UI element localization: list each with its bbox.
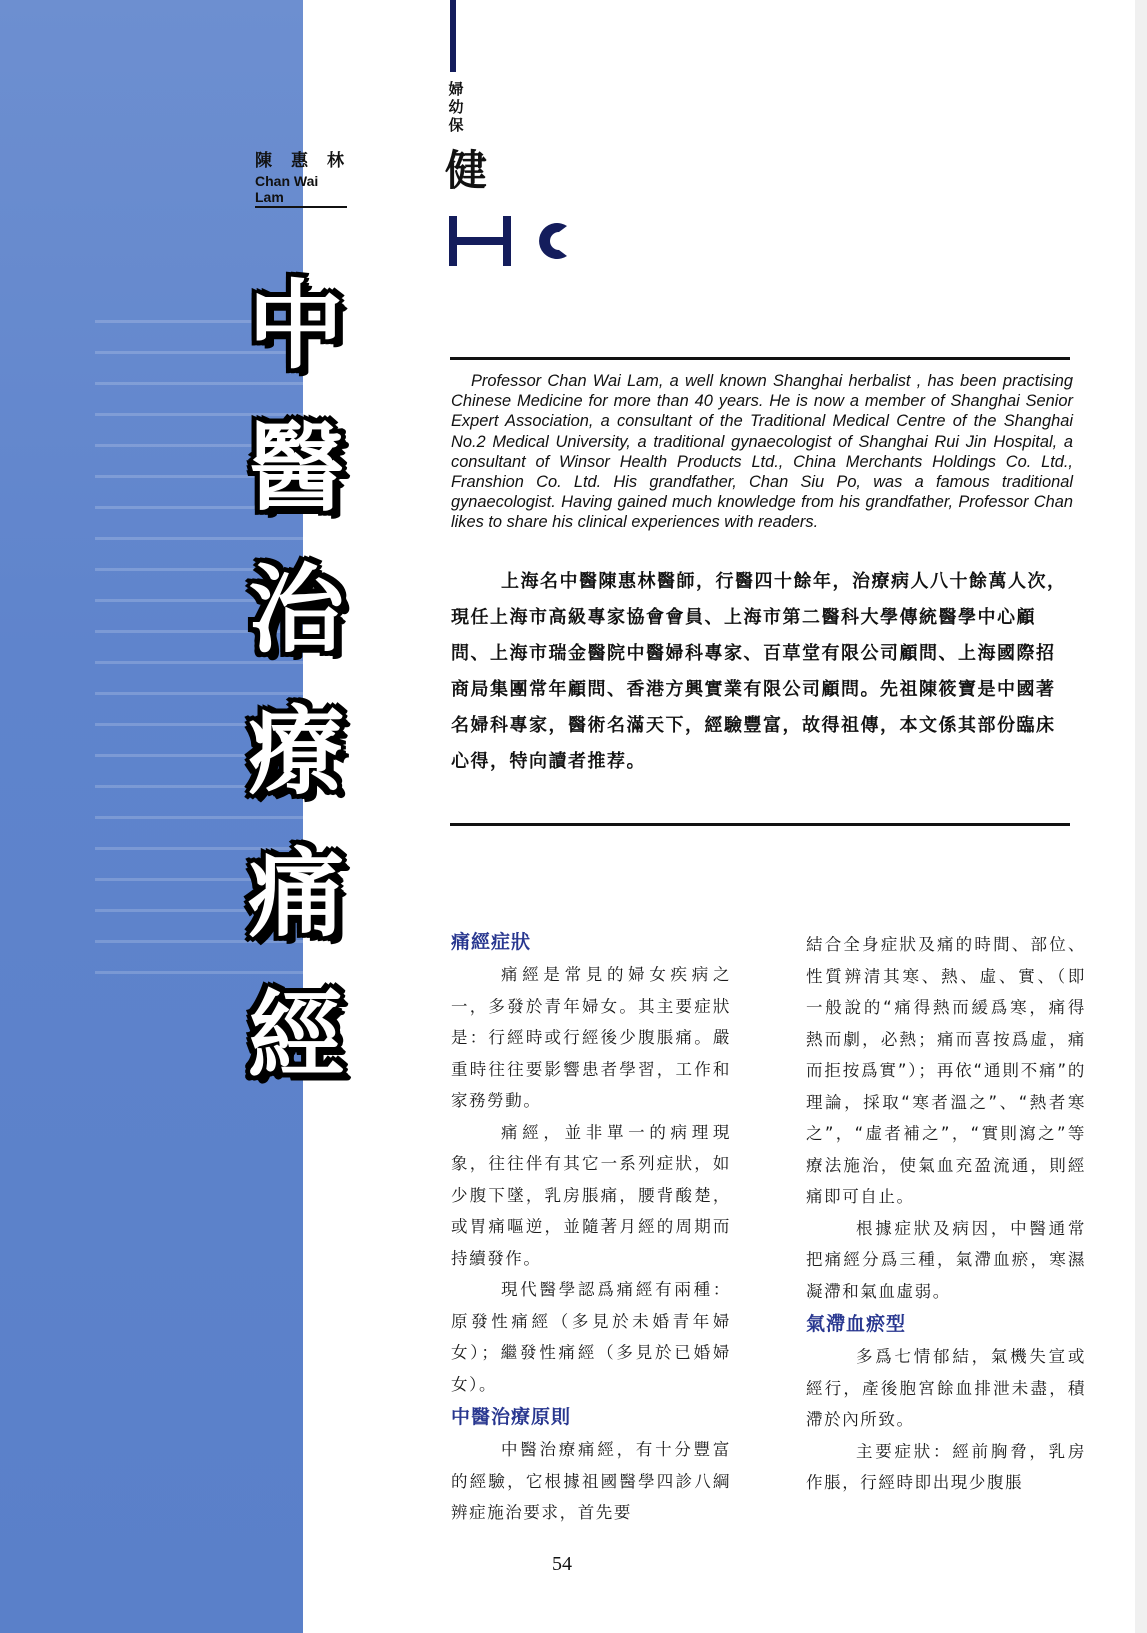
paragraph: 痛經是常見的婦女疾病之一，多發於青年婦女。其主要症狀是：行經時或行經後少腹脹痛。嚴重時往往要影響患者學習，工作和家務勞動。 (451, 965, 731, 1110)
top-rule (450, 357, 1070, 360)
left-column (451, 925, 731, 1529)
hc-logo-icon (449, 216, 574, 266)
author-name-zh: 陳惠林 (255, 151, 363, 171)
title-char-4: 療 (248, 696, 344, 808)
title-char-2: 醫 (248, 412, 344, 524)
page-edge (1135, 0, 1147, 1633)
paragraph: 中醫治療痛經，有十分豐富的經驗，它根據祖國醫學四診八綱辨症施治要求，首先要 (451, 1440, 731, 1522)
intro-english-text: Professor Chan Wai Lam, a well known Shanghai herbalist , has been practising Chinese Medicine for more than 40 years. He is now a member of Shanghai Senior Expert Association, a consultant of the Traditional Medical Centre of the Shanghai No.2 Medical University, a traditional gynaecologist of Shanghai Rui Jin Hospital, a consultant of Winsor Health Products Ltd., China Merchants Holdings Co. Ltd., Franshion Co. Ltd. His grandfather, Chan Siu Po, was a famous traditional gynaecologist. Having gained much knowledge from his grandfather, Professor Chan likes to share his clinical experiences with readers. (451, 372, 1073, 532)
title-char-5: 痛 (248, 838, 344, 950)
heading-treatment-principles: 中醫治療原則 (451, 1406, 572, 1428)
intro-chinese (451, 564, 1071, 780)
heading-symptoms: 痛經症狀 (451, 931, 532, 953)
section-tag-char-2: 幼 (448, 98, 464, 116)
heading-qi-stagnation: 氣滯血瘀型 (806, 1313, 907, 1335)
paragraph: 痛經，並非單一的病理現象，往往伴有其它一系列症狀，如少腹下墜，乳房脹痛，腰背酸楚，或胃痛嘔逆，並隨著月經的周期而持續發作。 (451, 1122, 731, 1268)
bottom-rule (450, 823, 1070, 826)
section-tag (446, 80, 466, 134)
section-vertical-bar (450, 0, 456, 72)
title-char-6: 經 (248, 980, 344, 1092)
paragraph: 結合全身症狀及痛的時間、部位、性質辨清其寒、熱、虛、實、（即一般說的“痛得熱而緩爲寒，痛得熱而劇，必熱；痛而喜按爲虛，痛而拒按爲實”）；再依“通則不痛”的理論，採取“寒者溫之”、“熱者寒之”，“虛者補之”，“實則瀉之”等療法施治，使氣血充盈流通，則經痛即可自止。 (806, 935, 1086, 1206)
section-tag-char-3: 保 (448, 116, 464, 134)
section-tag-char-1: 婦 (448, 80, 464, 98)
title-char-1: 中 (248, 270, 344, 382)
article-title (236, 255, 356, 1107)
section-jian-char: 健 (445, 146, 488, 195)
intro-chinese-text: 上海名中醫陳惠林醫師，行醫四十餘年，治療病人八十餘萬人次，現任上海市高級專家協會會員、上海市第二醫科大學傳統醫學中心顧問、上海市瑞金醫院中醫婦科專家、百草堂有限公司顧問、上海國際招商局集團常年顧問、香港方興實業有限公司顧問。先祖陳筱寶是中國著名婦科專家，醫術名滿天下，經驗豐富，故得祖傳，本文係其部份臨床心得，特向讀者推荐。 (451, 571, 1067, 772)
title-char-3: 治 (248, 554, 344, 666)
author-block (255, 146, 363, 208)
paragraph: 根據症狀及病因，中醫通常把痛經分爲三種，氣滯血瘀，寒濕凝滯和氣血虛弱。 (806, 1218, 1086, 1301)
paragraph: 現代醫學認爲痛經有兩種：原發性痛經（多見於未婚青年婦女）；繼發性痛經（多見於已婚婦女）。 (451, 1280, 731, 1394)
paragraph: 主要症狀：經前胸脅，乳房作脹，行經時即出現少腹脹 (806, 1441, 1086, 1492)
page-number: 54 (552, 1553, 572, 1575)
paragraph: 多爲七情郁結，氣機失宣或經行，產後胞宮餘血排泄未盡，積滯於內所致。 (806, 1347, 1086, 1429)
author-name-en: Chan Wai Lam (255, 173, 347, 208)
intro-english (451, 371, 1073, 533)
right-column (806, 929, 1086, 1499)
